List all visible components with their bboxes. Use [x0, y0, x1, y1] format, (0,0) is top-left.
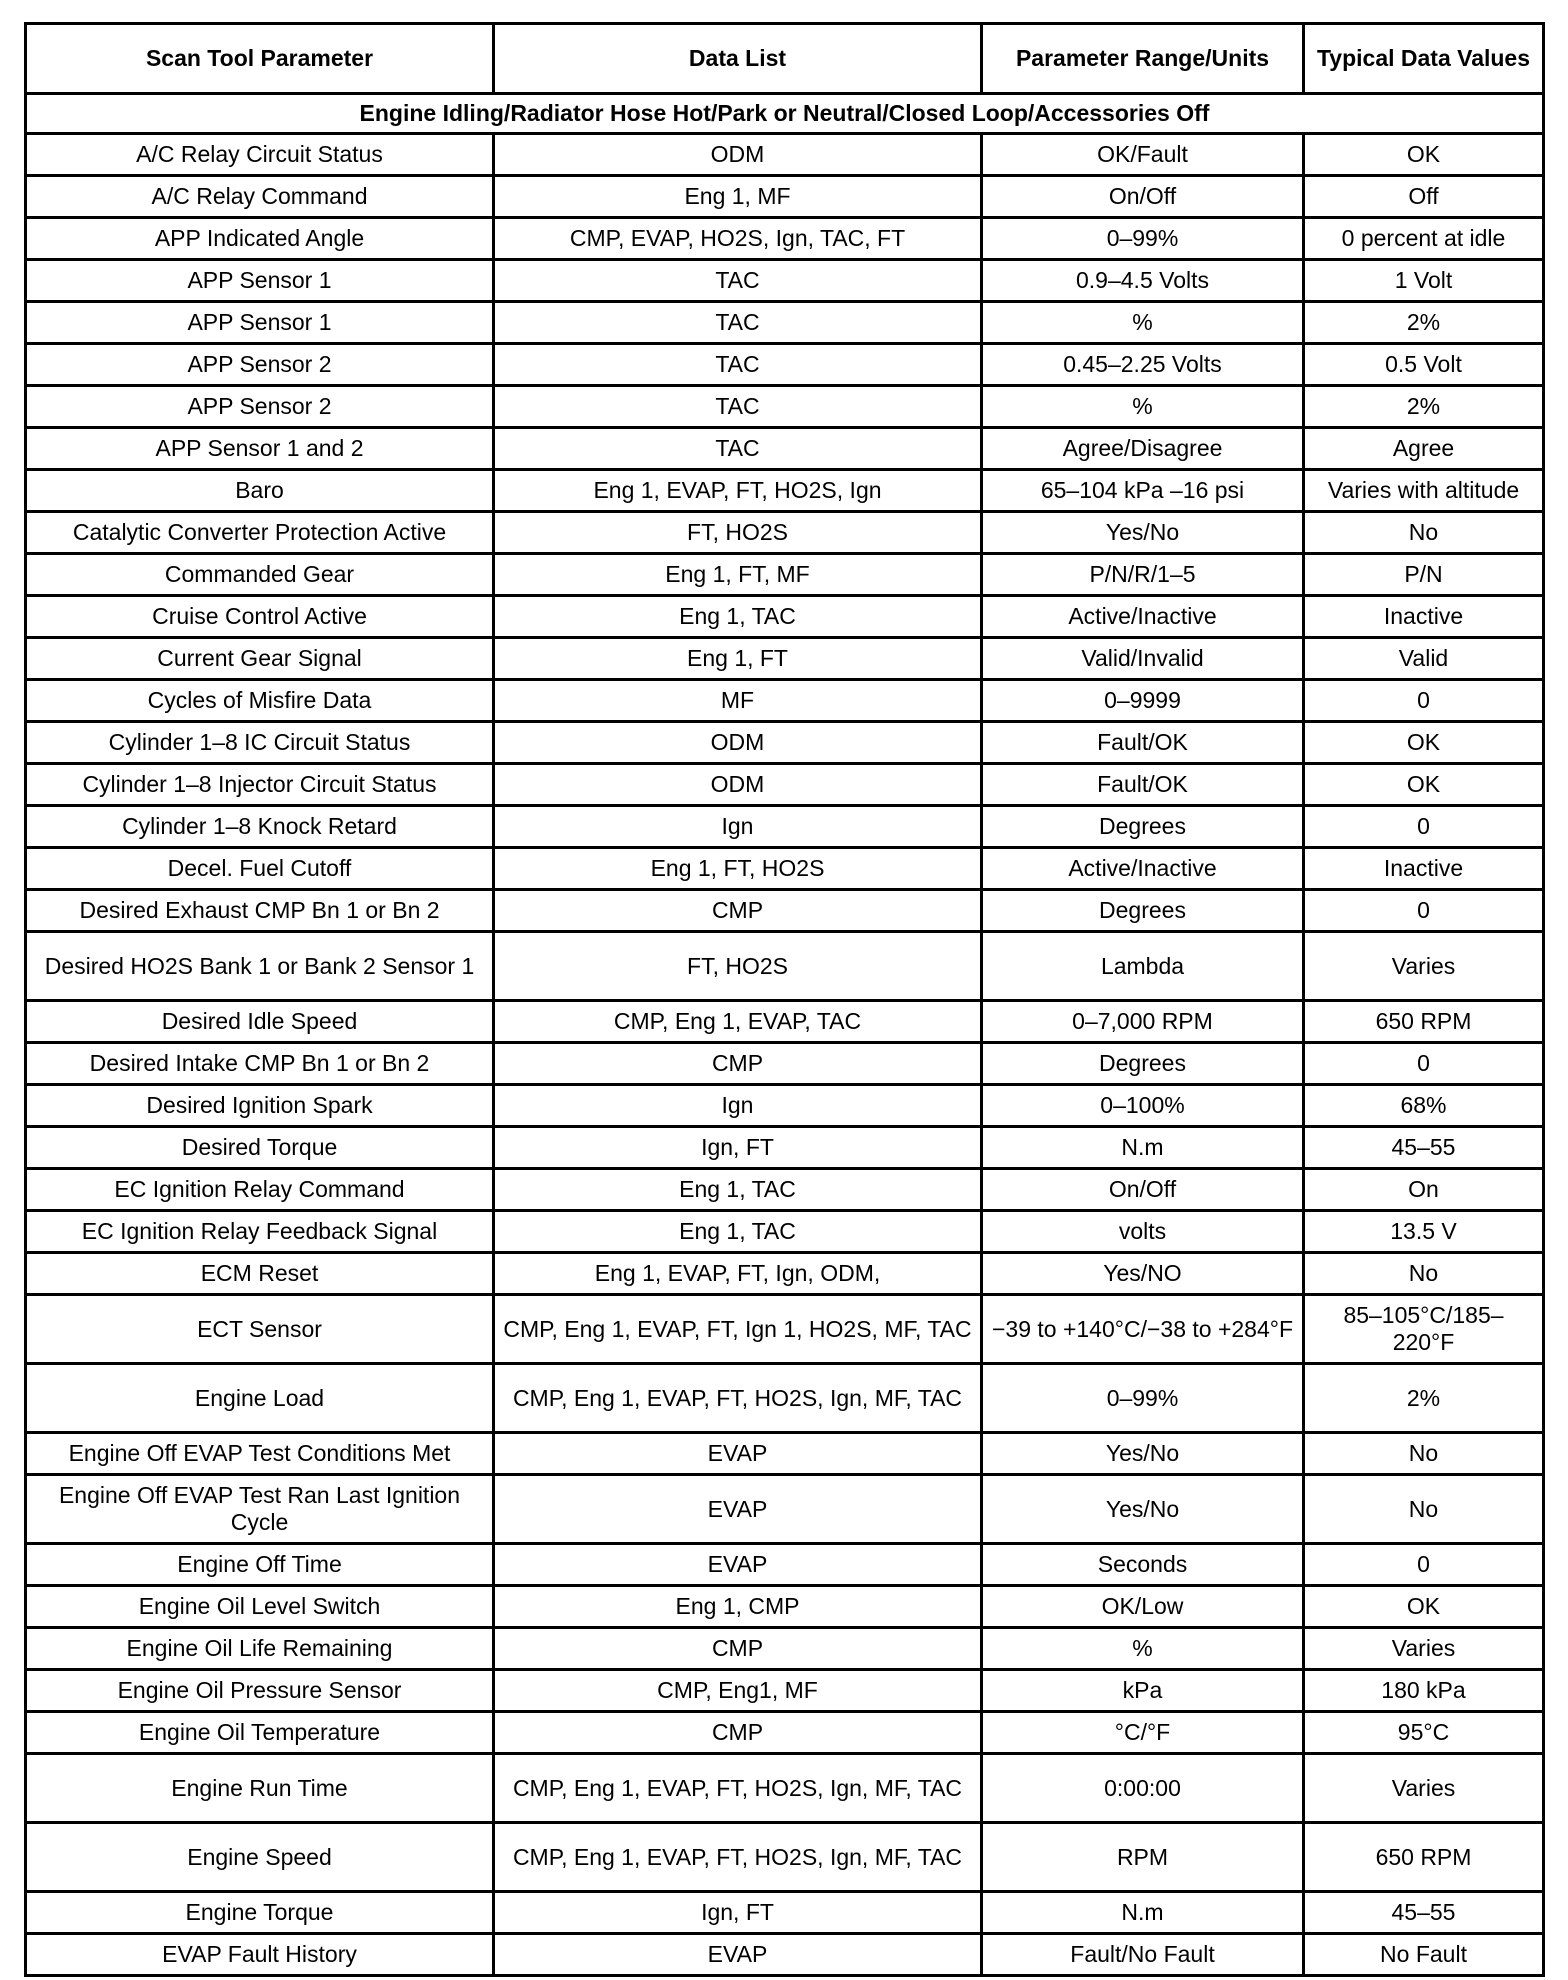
header-scan-tool-parameter: Scan Tool Parameter [26, 24, 494, 94]
parameter-range-cell: Yes/No [982, 1475, 1304, 1544]
data-list-cell: MF [494, 680, 982, 722]
data-list-cell: CMP, Eng 1, EVAP, FT, HO2S, Ign, MF, TAC [494, 1823, 982, 1892]
data-list-cell: CMP, EVAP, HO2S, Ign, TAC, FT [494, 218, 982, 260]
typical-value-cell: Varies [1304, 1754, 1544, 1823]
parameter-range-cell: Degrees [982, 890, 1304, 932]
typical-value-cell: P/N [1304, 554, 1544, 596]
typical-value-cell: Inactive [1304, 596, 1544, 638]
table-row [26, 134, 1544, 176]
parameter-range-cell: % [982, 302, 1304, 344]
table-header [26, 24, 1544, 94]
data-list-cell: EVAP [494, 1475, 982, 1544]
typical-value-cell: Off [1304, 176, 1544, 218]
table-row [26, 344, 1544, 386]
data-list-cell: FT, HO2S [494, 932, 982, 1001]
typical-value-cell: 0 [1304, 680, 1544, 722]
typical-value-cell: 180 kPa [1304, 1670, 1544, 1712]
scan-tool-parameter-cell: Baro [26, 470, 494, 512]
data-list-cell: CMP [494, 1712, 982, 1754]
typical-value-cell: On [1304, 1169, 1544, 1211]
typical-value-cell: 13.5 V [1304, 1211, 1544, 1253]
data-list-cell: TAC [494, 428, 982, 470]
parameter-range-cell: Fault/No Fault [982, 1934, 1304, 1976]
typical-value-cell: OK [1304, 1586, 1544, 1628]
data-list-cell: CMP, Eng1, MF [494, 1670, 982, 1712]
data-list-cell: Eng 1, FT, HO2S [494, 848, 982, 890]
scan-tool-parameter-cell: Desired Idle Speed [26, 1001, 494, 1043]
scan-tool-parameter-cell: Cylinder 1–8 Injector Circuit Status [26, 764, 494, 806]
data-list-cell: TAC [494, 344, 982, 386]
data-list-cell: CMP, Eng 1, EVAP, TAC [494, 1001, 982, 1043]
parameter-range-cell: 0–9999 [982, 680, 1304, 722]
header-data-list: Data List [494, 24, 982, 94]
parameter-range-cell: On/Off [982, 176, 1304, 218]
table-row [26, 1001, 1544, 1043]
scan-tool-parameter-cell: Engine Torque [26, 1892, 494, 1934]
table-row [26, 1295, 1544, 1364]
parameter-range-cell: Seconds [982, 1544, 1304, 1586]
table-row [26, 1823, 1544, 1892]
scan-tool-parameter-cell: Engine Off EVAP Test Conditions Met [26, 1433, 494, 1475]
parameter-range-cell: Fault/OK [982, 764, 1304, 806]
typical-value-cell: 45–55 [1304, 1127, 1544, 1169]
table-row [26, 932, 1544, 1001]
table-row [26, 1670, 1544, 1712]
table-row [26, 386, 1544, 428]
scan-tool-parameter-cell: EVAP Fault History [26, 1934, 494, 1976]
table-row [26, 1475, 1544, 1544]
parameter-range-cell: Yes/No [982, 512, 1304, 554]
scan-tool-parameter-cell: Engine Oil Life Remaining [26, 1628, 494, 1670]
parameter-range-cell: °C/°F [982, 1712, 1304, 1754]
typical-value-cell: 0 [1304, 890, 1544, 932]
parameter-range-cell: % [982, 386, 1304, 428]
parameter-range-cell: OK/Fault [982, 134, 1304, 176]
typical-value-cell: OK [1304, 134, 1544, 176]
typical-value-cell: No [1304, 1475, 1544, 1544]
data-list-cell: ODM [494, 134, 982, 176]
parameter-range-cell: 0–99% [982, 218, 1304, 260]
scan-tool-parameter-cell: APP Sensor 1 [26, 260, 494, 302]
typical-value-cell: 0.5 Volt [1304, 344, 1544, 386]
data-list-cell: Ign [494, 806, 982, 848]
table-row [26, 1892, 1544, 1934]
data-list-cell: Eng 1, EVAP, FT, HO2S, Ign [494, 470, 982, 512]
table-row [26, 512, 1544, 554]
data-list-cell: CMP, Eng 1, EVAP, FT, Ign 1, HO2S, MF, TAC [494, 1295, 982, 1364]
typical-value-cell: 0 percent at idle [1304, 218, 1544, 260]
scan-tool-parameter-cell: Engine Oil Pressure Sensor [26, 1670, 494, 1712]
parameter-range-cell: On/Off [982, 1169, 1304, 1211]
typical-value-cell: 650 RPM [1304, 1001, 1544, 1043]
typical-value-cell: 0 [1304, 1043, 1544, 1085]
scan-tool-parameter-cell: Desired Intake CMP Bn 1 or Bn 2 [26, 1043, 494, 1085]
typical-value-cell: OK [1304, 722, 1544, 764]
scan-tool-parameter-cell: APP Sensor 1 [26, 302, 494, 344]
typical-value-cell: Inactive [1304, 848, 1544, 890]
section-title-row [26, 94, 1544, 134]
scan-tool-parameter-cell: Desired Torque [26, 1127, 494, 1169]
parameter-range-cell: N.m [982, 1892, 1304, 1934]
table-row [26, 722, 1544, 764]
typical-value-cell: No [1304, 512, 1544, 554]
parameter-range-cell: N.m [982, 1127, 1304, 1169]
table-row [26, 470, 1544, 512]
table-row [26, 1754, 1544, 1823]
data-list-cell: CMP [494, 1628, 982, 1670]
scan-tool-parameter-cell: EC Ignition Relay Command [26, 1169, 494, 1211]
parameter-range-cell: Active/Inactive [982, 848, 1304, 890]
data-list-cell: Ign, FT [494, 1127, 982, 1169]
typical-value-cell: 85–105°C/185–220°F [1304, 1295, 1544, 1364]
table-body [26, 94, 1544, 1976]
data-list-cell: Eng 1, FT [494, 638, 982, 680]
parameter-range-cell: 0–7,000 RPM [982, 1001, 1304, 1043]
table-row [26, 596, 1544, 638]
typical-value-cell: 68% [1304, 1085, 1544, 1127]
data-list-cell: EVAP [494, 1934, 982, 1976]
parameter-range-cell: Lambda [982, 932, 1304, 1001]
table-row [26, 1433, 1544, 1475]
table-row [26, 680, 1544, 722]
scan-tool-parameter-cell: ECM Reset [26, 1253, 494, 1295]
parameter-range-cell: 0:00:00 [982, 1754, 1304, 1823]
scan-tool-parameter-cell: Engine Off Time [26, 1544, 494, 1586]
section-title: Engine Idling/Radiator Hose Hot/Park or Neutral/Closed Loop/Accessories Off [26, 94, 1544, 134]
header-typical-data-values: Typical Data Values [1304, 24, 1544, 94]
data-list-cell: Eng 1, MF [494, 176, 982, 218]
parameter-range-cell: RPM [982, 1823, 1304, 1892]
scan-tool-parameter-cell: Engine Off EVAP Test Ran Last Ignition Cycle [26, 1475, 494, 1544]
scan-tool-parameter-cell: EC Ignition Relay Feedback Signal [26, 1211, 494, 1253]
scan-tool-parameter-cell: APP Sensor 1 and 2 [26, 428, 494, 470]
table-row [26, 1544, 1544, 1586]
data-list-cell: Ign [494, 1085, 982, 1127]
table-row [26, 1043, 1544, 1085]
scan-tool-parameter-cell: Desired Exhaust CMP Bn 1 or Bn 2 [26, 890, 494, 932]
header-parameter-range-units: Parameter Range/Units [982, 24, 1304, 94]
table-row [26, 1253, 1544, 1295]
table-row [26, 1364, 1544, 1433]
typical-value-cell: OK [1304, 764, 1544, 806]
table-row [26, 1085, 1544, 1127]
table-row [26, 1586, 1544, 1628]
table-row [26, 218, 1544, 260]
data-list-cell: ODM [494, 764, 982, 806]
scan-tool-parameter-cell: APP Sensor 2 [26, 344, 494, 386]
typical-value-cell: Valid [1304, 638, 1544, 680]
typical-value-cell: 2% [1304, 1364, 1544, 1433]
data-list-cell: TAC [494, 260, 982, 302]
data-list-cell: Eng 1, FT, MF [494, 554, 982, 596]
parameter-range-cell: P/N/R/1–5 [982, 554, 1304, 596]
scan-tool-parameter-cell: A/C Relay Circuit Status [26, 134, 494, 176]
parameter-range-cell: volts [982, 1211, 1304, 1253]
parameter-range-cell: −39 to +140°C/−38 to +284°F [982, 1295, 1304, 1364]
typical-value-cell: 650 RPM [1304, 1823, 1544, 1892]
data-list-cell: TAC [494, 302, 982, 344]
data-list-cell: TAC [494, 386, 982, 428]
scan-tool-parameter-cell: Catalytic Converter Protection Active [26, 512, 494, 554]
parameter-range-cell: Valid/Invalid [982, 638, 1304, 680]
data-list-cell: CMP, Eng 1, EVAP, FT, HO2S, Ign, MF, TAC [494, 1754, 982, 1823]
parameter-range-cell: Yes/NO [982, 1253, 1304, 1295]
typical-value-cell: Varies [1304, 932, 1544, 1001]
parameter-range-cell: 0–100% [982, 1085, 1304, 1127]
table-row [26, 554, 1544, 596]
scan-tool-parameter-cell: Engine Load [26, 1364, 494, 1433]
data-list-cell: Eng 1, CMP [494, 1586, 982, 1628]
data-list-cell: Eng 1, TAC [494, 1169, 982, 1211]
typical-value-cell: 45–55 [1304, 1892, 1544, 1934]
parameter-range-cell: 0.45–2.25 Volts [982, 344, 1304, 386]
data-list-cell: Eng 1, TAC [494, 1211, 982, 1253]
scan-tool-parameter-cell: Engine Oil Level Switch [26, 1586, 494, 1628]
parameter-range-cell: 0–99% [982, 1364, 1304, 1433]
scan-tool-parameter-cell: Desired HO2S Bank 1 or Bank 2 Sensor 1 [26, 932, 494, 1001]
scan-tool-parameter-cell: A/C Relay Command [26, 176, 494, 218]
table-row [26, 1127, 1544, 1169]
data-list-cell: Eng 1, TAC [494, 596, 982, 638]
data-list-cell: FT, HO2S [494, 512, 982, 554]
parameter-range-cell: Yes/No [982, 1433, 1304, 1475]
table-row [26, 1934, 1544, 1976]
scan-tool-parameter-cell: Cycles of Misfire Data [26, 680, 494, 722]
scan-tool-parameter-cell: APP Indicated Angle [26, 218, 494, 260]
parameter-range-cell: 0.9–4.5 Volts [982, 260, 1304, 302]
parameter-range-cell: Active/Inactive [982, 596, 1304, 638]
data-list-cell: EVAP [494, 1433, 982, 1475]
table-row [26, 302, 1544, 344]
scan-tool-parameter-cell: ECT Sensor [26, 1295, 494, 1364]
table-row [26, 890, 1544, 932]
scan-tool-parameter-cell: Decel. Fuel Cutoff [26, 848, 494, 890]
table-row [26, 1712, 1544, 1754]
typical-value-cell: 0 [1304, 806, 1544, 848]
scan-tool-parameter-cell: Commanded Gear [26, 554, 494, 596]
document-page [24, 22, 1542, 1977]
typical-value-cell: 0 [1304, 1544, 1544, 1586]
parameter-range-cell: 65–104 kPa –16 psi [982, 470, 1304, 512]
table-row [26, 806, 1544, 848]
typical-value-cell: No [1304, 1253, 1544, 1295]
data-list-cell: Ign, FT [494, 1892, 982, 1934]
scan-tool-parameter-cell: Engine Oil Temperature [26, 1712, 494, 1754]
typical-value-cell: 2% [1304, 386, 1544, 428]
scan-tool-parameter-cell: Cylinder 1–8 Knock Retard [26, 806, 494, 848]
parameter-range-cell: % [982, 1628, 1304, 1670]
typical-value-cell: 2% [1304, 302, 1544, 344]
table-row [26, 1211, 1544, 1253]
scan-tool-parameter-cell: Engine Speed [26, 1823, 494, 1892]
typical-value-cell: No Fault [1304, 1934, 1544, 1976]
typical-value-cell: 1 Volt [1304, 260, 1544, 302]
table-row [26, 260, 1544, 302]
data-list-cell: EVAP [494, 1544, 982, 1586]
typical-value-cell: Varies [1304, 1628, 1544, 1670]
scan-tool-parameter-cell: Current Gear Signal [26, 638, 494, 680]
typical-value-cell: Agree [1304, 428, 1544, 470]
typical-value-cell: 95°C [1304, 1712, 1544, 1754]
table-row [26, 1628, 1544, 1670]
parameter-range-cell: kPa [982, 1670, 1304, 1712]
table-row [26, 764, 1544, 806]
parameter-range-cell: Degrees [982, 806, 1304, 848]
scan-tool-parameter-cell: Desired Ignition Spark [26, 1085, 494, 1127]
scan-tool-parameter-cell: Engine Run Time [26, 1754, 494, 1823]
parameter-range-cell: Degrees [982, 1043, 1304, 1085]
parameter-range-cell: Agree/Disagree [982, 428, 1304, 470]
data-list-cell: CMP, Eng 1, EVAP, FT, HO2S, Ign, MF, TAC [494, 1364, 982, 1433]
data-list-cell: ODM [494, 722, 982, 764]
data-list-cell: Eng 1, EVAP, FT, Ign, ODM, [494, 1253, 982, 1295]
scan-tool-data-table [24, 22, 1545, 1977]
scan-tool-parameter-cell: Cylinder 1–8 IC Circuit Status [26, 722, 494, 764]
table-row [26, 428, 1544, 470]
parameter-range-cell: Fault/OK [982, 722, 1304, 764]
typical-value-cell: Varies with altitude [1304, 470, 1544, 512]
parameter-range-cell: OK/Low [982, 1586, 1304, 1628]
scan-tool-parameter-cell: APP Sensor 2 [26, 386, 494, 428]
table-row [26, 638, 1544, 680]
scan-tool-parameter-cell: Cruise Control Active [26, 596, 494, 638]
table-row [26, 1169, 1544, 1211]
table-row [26, 848, 1544, 890]
table-row [26, 176, 1544, 218]
data-list-cell: CMP [494, 890, 982, 932]
data-list-cell: CMP [494, 1043, 982, 1085]
typical-value-cell: No [1304, 1433, 1544, 1475]
